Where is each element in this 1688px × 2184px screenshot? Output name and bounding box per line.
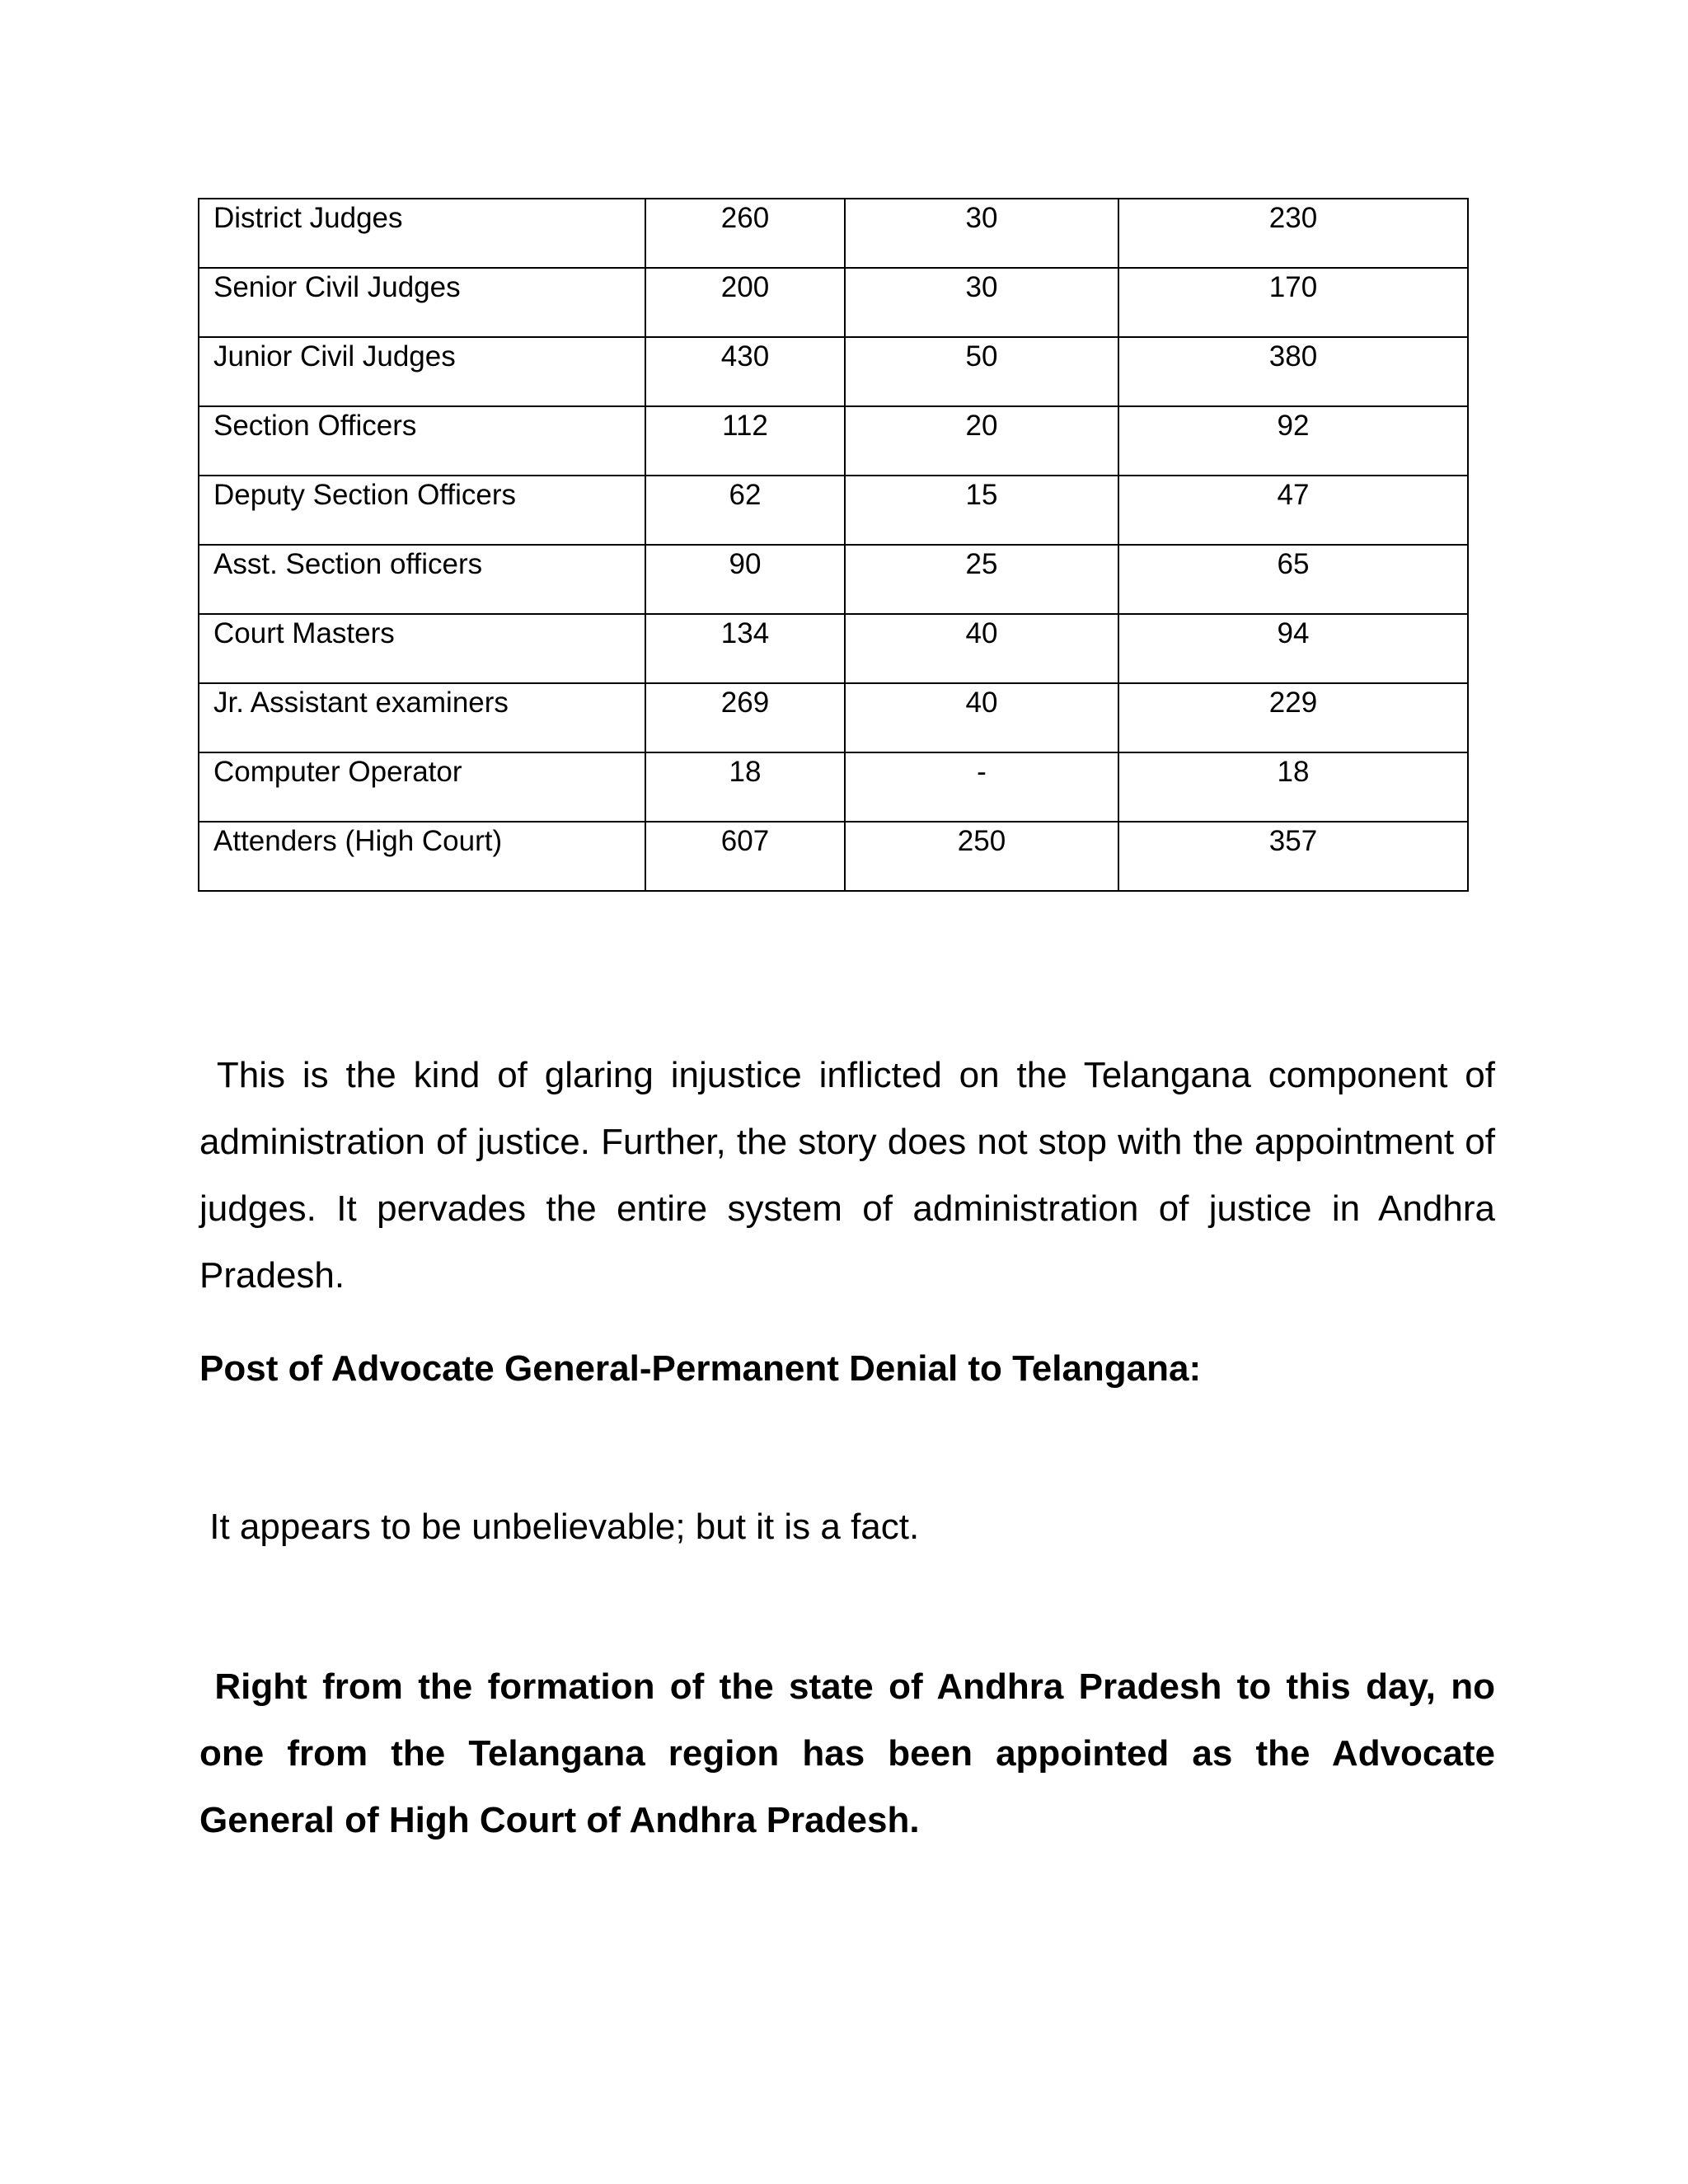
- table-cell-value: [645, 406, 845, 476]
- table-cell-post: [199, 752, 645, 822]
- table-cell-post: [199, 476, 645, 545]
- paragraph-injustice: This is the kind of glaring injustice inflicted on the Telangana component of administration of justice. Further, the story does not stop with the appointment of judges. It pervades the entire system of administration of justice in Andhra Pradesh.: [199, 1055, 1495, 1296]
- table-cell-value: [845, 476, 1118, 545]
- post-count: 47: [1277, 479, 1310, 511]
- post-name: Junior Civil Judges: [213, 340, 456, 373]
- paragraph-right-from-formation: Right from the formation of the state of Andhra Pradesh to this day, no one from the Telangana region has been appointed as the Advocate General of High Court of Andhra Pradesh.: [199, 1666, 1495, 1840]
- table-cell-value: [645, 476, 845, 545]
- table-cell-value: [1118, 752, 1468, 822]
- post-count: 40: [965, 617, 998, 649]
- post-count: 15: [965, 479, 998, 511]
- post-count: 94: [1277, 617, 1310, 649]
- post-count: 30: [965, 202, 998, 234]
- staff-table: [198, 198, 1469, 892]
- post-count: 18: [729, 756, 762, 788]
- table-row: [199, 476, 1468, 545]
- table-cell-value: [645, 683, 845, 752]
- post-count: 250: [957, 825, 1006, 857]
- post-count: 230: [1268, 202, 1318, 234]
- post-count: 430: [720, 340, 770, 373]
- table-cell-value: [845, 406, 1118, 476]
- table-row: [199, 752, 1468, 822]
- table-cell-value: [645, 822, 845, 891]
- post-count: 40: [965, 687, 998, 719]
- section-heading-advocate-general: Post of Advocate General-Permanent Denial to Telangana:: [199, 1348, 1202, 1389]
- table-row: [199, 199, 1468, 268]
- post-name: Computer Operator: [213, 756, 462, 788]
- table-cell-value: [845, 822, 1118, 891]
- table-row: [199, 683, 1468, 752]
- table-cell-value: [645, 545, 845, 614]
- table-row: [199, 406, 1468, 476]
- staff-table-body: [199, 199, 1468, 891]
- table-cell-value: [845, 614, 1118, 683]
- table-row: [199, 614, 1468, 683]
- post-count: 25: [965, 548, 998, 580]
- post-count: 269: [720, 687, 770, 719]
- table-cell-value: [645, 268, 845, 337]
- post-count: 92: [1277, 410, 1310, 442]
- post-name: Senior Civil Judges: [213, 271, 461, 303]
- table-cell-value: [1118, 545, 1468, 614]
- post-name: Section Officers: [213, 410, 417, 442]
- table-row: [199, 545, 1468, 614]
- table-row: [199, 268, 1468, 337]
- post-name: Jr. Assistant examiners: [213, 687, 509, 719]
- table-cell-post: [199, 683, 645, 752]
- table-cell-post: [199, 337, 645, 406]
- post-count: 30: [965, 271, 998, 303]
- post-count: 134: [720, 617, 770, 649]
- table-cell-value: [1118, 406, 1468, 476]
- post-name: Court Masters: [213, 617, 395, 649]
- post-count: 260: [720, 202, 770, 234]
- table-cell-post: [199, 406, 645, 476]
- table-cell-value: [645, 199, 845, 268]
- table-cell-post: [199, 545, 645, 614]
- table-cell-value: [1118, 337, 1468, 406]
- table-cell-value: [645, 614, 845, 683]
- post-count: 380: [1268, 340, 1318, 373]
- post-count: 65: [1277, 548, 1310, 580]
- table-cell-value: [645, 337, 845, 406]
- table-cell-value: [845, 199, 1118, 268]
- post-name: Attenders (High Court): [213, 825, 503, 857]
- post-count: 170: [1268, 271, 1318, 303]
- post-count: 62: [729, 479, 762, 511]
- table-row: [199, 337, 1468, 406]
- table-cell-value: [845, 545, 1118, 614]
- table-cell-post: [199, 614, 645, 683]
- post-count: 50: [965, 340, 998, 373]
- post-count: 229: [1268, 687, 1318, 719]
- post-count: 112: [722, 410, 768, 442]
- table-cell-value: [1118, 614, 1468, 683]
- table-cell-post: [199, 268, 645, 337]
- table-cell-value: [845, 752, 1118, 822]
- post-name: Deputy Section Officers: [213, 479, 517, 511]
- post-count: 607: [720, 825, 770, 857]
- post-count: 357: [1268, 825, 1318, 857]
- table-row: [199, 822, 1468, 891]
- post-count: 20: [965, 410, 998, 442]
- post-count: -: [977, 756, 987, 788]
- post-count: 90: [729, 548, 762, 580]
- post-name: District Judges: [213, 202, 403, 234]
- table-cell-value: [645, 752, 845, 822]
- table-cell-value: [845, 683, 1118, 752]
- post-name: Asst. Section officers: [213, 548, 483, 580]
- post-count: 200: [720, 271, 770, 303]
- paragraph-fact: It appears to be unbelievable; but it is a fact.: [209, 1507, 920, 1547]
- table-cell-post: [199, 199, 645, 268]
- table-cell-post: [199, 822, 645, 891]
- table-cell-value: [1118, 476, 1468, 545]
- table-cell-value: [1118, 268, 1468, 337]
- table-cell-value: [1118, 822, 1468, 891]
- table-cell-value: [845, 337, 1118, 406]
- table-cell-value: [845, 268, 1118, 337]
- post-count: 18: [1277, 756, 1310, 788]
- table-cell-value: [1118, 683, 1468, 752]
- table-cell-value: [1118, 199, 1468, 268]
